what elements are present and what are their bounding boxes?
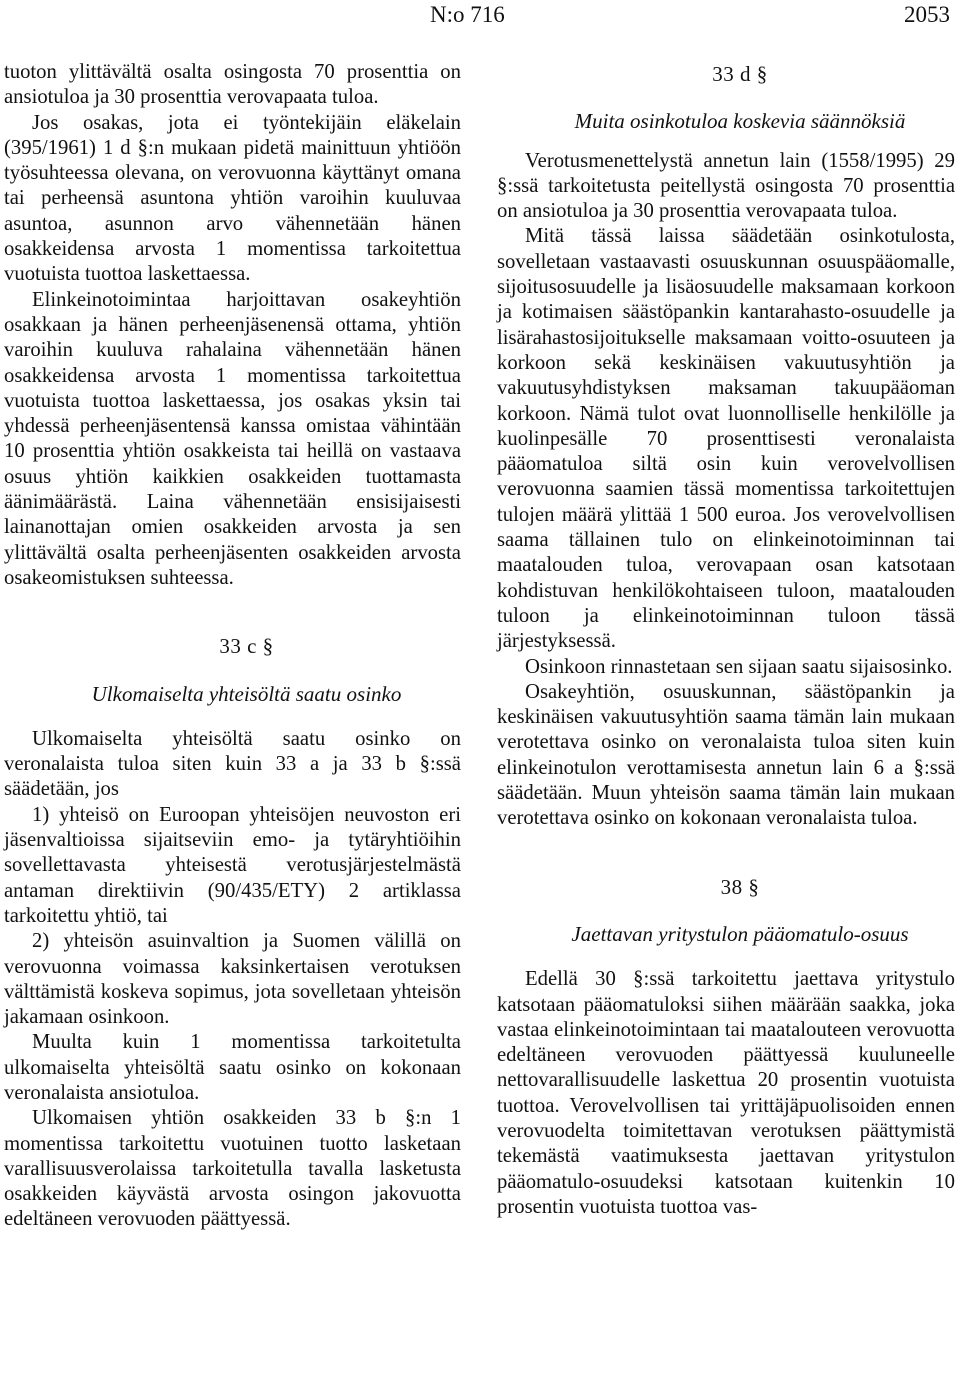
section-number: 38 § (720, 874, 760, 899)
page-number: 2053 (904, 2, 950, 27)
left-column (4, 60, 461, 1233)
paragraph: tuoton ylittävältä osalta osingosta 70 prosenttia on ansiotuloa ja 30 prosenttia verovapaata tuloa. (4, 61, 461, 109)
paragraph: Jos osakas, jota ei työntekijäin eläkelain (395/1961) 1 d §:n mukaan pidetä mainittuun yhtiöön työsuhteessa olevana, on verovuonna käyttänyt omana tai perheensä asuntona yhtiön varoihin kuuluvaa asuntoa, asunnon arvo vähennetään hänen osakkeidensa arvosta 1 momentissa tarkoitettua vuotuista tuottoa laskettaessa. (4, 111, 461, 286)
paragraph: Osakeyhtiön, osuuskunnan, säästöpankin ja keskinäisen vakuutusyhtiön saama tämän lain mukaan verotettava osinko on veronalaista tuloa siten kuin elinkeinotulon verottamisesta annetun lain 6 a §:ssä säädetään. Muun yhteisön saama tämän lain mukaan verotettava osinko on kokonaan veronalaista tuloa. (497, 680, 955, 830)
list-item: 1) yhteisö on Euroopan yhteisöjen neuvoston eri jäsenvaltioissa sijaitseviin emo- ja tytäryhtiöihin sovellettavasta yhteisestä verotusjärjestelmästä antaman direktiivin (90/435/ETY) 2 artiklassa tarkoitettu yhtiö, tai (4, 803, 461, 927)
paragraph: Elinkeinotoimintaa harjoittavan osakeyhtiön osakkaan ja hänen perheenjäsenensä ottama, yhtiön varoihin kuuluva rahalaina vähennetään hänen osakkeidensa arvosta 1 momentissa tarkoitettua vuotuista tuottoa laskettaessa, jos osakas yksin tai yhdessä perheenjäsentensä kanssa omistaa vähintään 10 prosenttia yhtiön osakkeista tai heillä on vastaava osuus yhtiön kaikkien osakkeiden tuottamasta äänimäärästä. Laina vähennetään ensisijaisesti lainanottajan omien osakkeiden arvosta ja sen ylittävältä osalta perheenjäsenten osakkeiden arvosta osakeomistuksen suhteessa. (4, 288, 461, 589)
paragraph: Ulkomaisen yhtiön osakkeiden 33 b §:n 1 momentissa tarkoitettu vuotuinen tuotto lasketaan varallisuusverolaissa tarkoitetulla tavalla lasketusta osakkeiden käyvästä arvosta osingon jakovuotta edeltäneen verovuoden päättyessä. (4, 1107, 461, 1231)
paragraph: Muulta kuin 1 momentissa tarkoitetulta ulkomaiselta yhteisöltä saatu osinko on kokonaan veronalaista ansiotuloa. (4, 1031, 461, 1104)
paragraph: Ulkomaiselta yhteisöltä saatu osinko on veronalaista tuloa siten kuin 33 a ja 33 b §:ssä säädetään, jos (4, 727, 461, 801)
paragraph: Verotusmenettelystä annetun lain (1558/1995) 29 §:ssä tarkoitetusta peitellystä osingosta 70 prosenttia on ansiotuloa ja 30 prosenttia verovapaata tuloa. (497, 149, 955, 223)
right-column (497, 60, 955, 1220)
paragraph: Mitä tässä laissa säädetään osinkotulosta, sovelletaan vastaavasti osuuskunnan osuuspääomalle, sijoitusosuudelle ja lisäosuudelle maksamaan korkoon ja kotimaisen säästöpankin kantarahasto-osuudelle ja lisärahastosijoitukselle maksamaan voitto-osuuteen ja korkoon sekä keskinäisen vakuutusyhtiön ja vakuutusyhdistyksen maksaman takuupääoman korkoon. Nämä tulot ovat luonnolliselle henkilölle ja kuolinpesälle 70 prosenttisesti veronalaista pääomatuloa siltä osin kuin verovelvollisen verovuonna saamien tässä momentissa tarkoitettujen tulojen määrä ylittää 1 500 euroa. Jos verovelvollisen saama tällainen tulo on elinkeinotoiminnan tai maatalouden tuloa, verovapaan osan katsotaan kohdistuvan henkilökohtaiseen tuloon, maatalouden tuloon ja elinkeinotoiminnan tuloon tässä järjestyksessä. (497, 225, 955, 653)
paragraph: Osinkoon rinnastetaan sen sijaan saatu sijaisosinko. (525, 655, 953, 678)
section-title: Jaettavan yritystulon pääomatulo-osuus (571, 921, 909, 946)
section-number: 33 c § (219, 634, 274, 659)
page-header (0, 0, 960, 34)
section-title: Ulkomaiselta yhteisöltä saatu osinko (91, 681, 402, 706)
section-number: 33 d § (712, 62, 768, 86)
list-item: 2) yhteisön asuinvaltion ja Suomen välillä on verovuonna voimassa kaksinkertaisen verotuksen välttämistä koskeva sopimus, jota sovelletaan yhteisön jakamaan osinkoon. (4, 930, 461, 1029)
act-number: N:o 716 (430, 2, 505, 27)
paragraph: Edellä 30 §:ssä tarkoitettu jaettava yritystulo katsotaan pääomatuloksi siihen määrään saakka, joka vastaa elinkeinotoimintaan tai maatalouteen verovuotta edeltäneen verovuoden päättyessä kuuluneelle nettovarallisuudelle laskettua 20 prosentin vuotuista tuottoa. Verovelvollisen tai yrittäjäpuolisoiden ennen verovuodelta toimitettavan verotuksen päättymistä tekemästä vaatimuksesta jaettavan yritystulon pääomatulo-osuudeksi katsotaan kuitenkin 10 prosentin vuotuista tuottoa vas- (497, 968, 955, 1218)
section-title: Muita osinkotuloa koskevia säännöksiä (574, 109, 906, 134)
